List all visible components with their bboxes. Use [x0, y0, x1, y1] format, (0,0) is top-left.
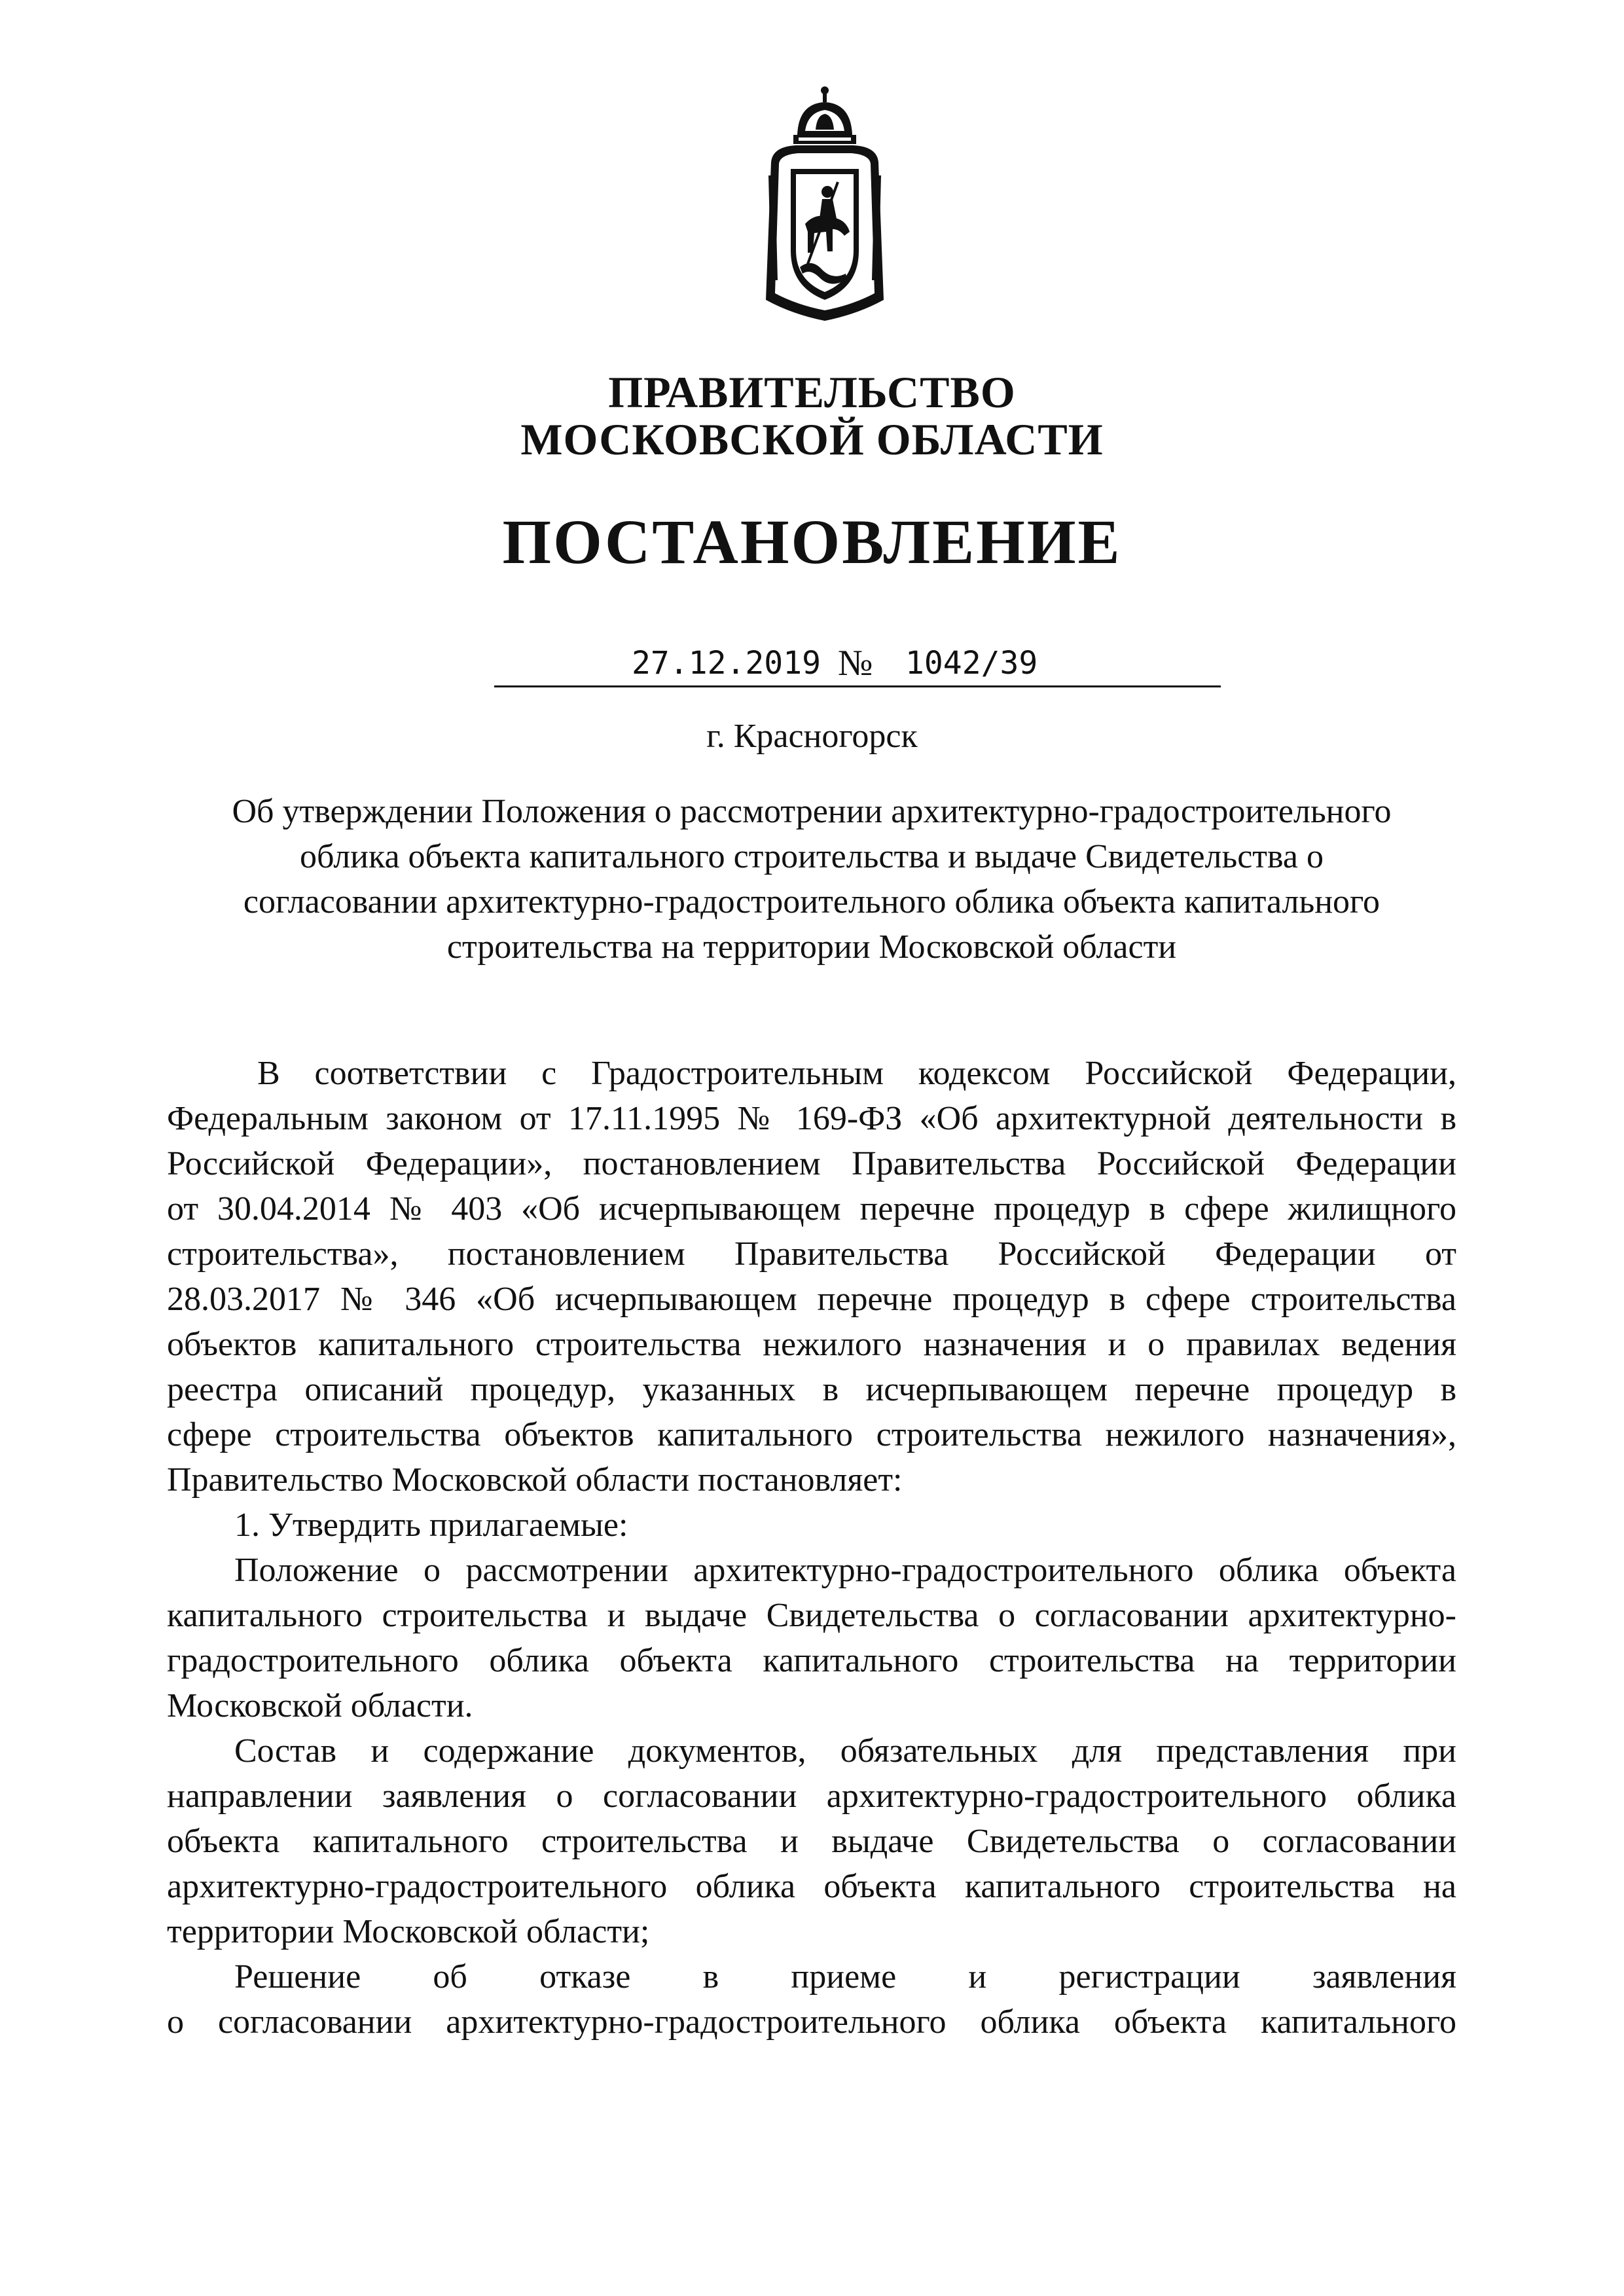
body-line: строительства», постановлением Правительства Российской Федерации от	[167, 1235, 1456, 1273]
body-line: Федеральным законом от 17.11.1995 № 169-ФЗ «Об архитектурной деятельности в	[167, 1100, 1456, 1137]
body-line: направлении заявления о согласовании архитектурно-градостроительного облика	[167, 1777, 1456, 1815]
body-line: 1. Утвердить прилагаемые:	[234, 1506, 628, 1544]
subject-line: Об утверждении Положения о рассмотрении архитектурно-градостроительного	[232, 793, 1392, 830]
body-line: градостроительного облика объекта капитального строительства на территории	[167, 1642, 1456, 1679]
document-subject	[167, 789, 1456, 970]
number-sign: №	[838, 643, 873, 683]
registration-line	[494, 645, 1221, 691]
body-line: В соответствии с Градостроительным кодексом Российской Федерации,	[257, 1055, 1456, 1092]
body-line: Московской области.	[167, 1687, 473, 1724]
subject-line: облика объекта капитального строительства и выдаче Свидетельства о	[300, 838, 1324, 875]
body-line: объекта капитального строительства и выдаче Свидетельства о согласовании	[167, 1823, 1456, 1860]
document-body	[167, 1051, 1456, 2045]
subject-line: согласовании архитектурно-градостроительного облика объекта капитального	[243, 883, 1380, 920]
document-city: г. Красногорск	[706, 718, 918, 755]
body-line: Российской Федерации», постановлением Правительства Российской Федерации	[167, 1145, 1456, 1182]
body-line: Положение о рассмотрении архитектурно-градостроительного облика объекта	[234, 1552, 1456, 1589]
moscow-oblast-coat-of-arms-icon	[759, 84, 890, 326]
body-line: объектов капитального строительства нежилого назначения и о правилах ведения	[167, 1326, 1456, 1363]
government-name-line1: ПРАВИТЕЛЬСТВО	[608, 367, 1016, 417]
body-line: архитектурно-градостроительного облика объекта капитального строительства на	[167, 1868, 1456, 1905]
body-line: сфере строительства объектов капитального строительства нежилого назначения»,	[167, 1416, 1456, 1453]
body-line: Состав и содержание документов, обязательных для представления при	[234, 1732, 1456, 1770]
body-line: 28.03.2017 № 346 «Об исчерпывающем перечне процедур в сфере строительства	[167, 1281, 1456, 1318]
document-number: 1042/39	[905, 645, 1038, 682]
body-line: реестра описаний процедур, указанных в исчерпывающем перечне процедур в	[167, 1371, 1456, 1408]
document-type-title: ПОСТАНОВЛЕНИЕ	[502, 507, 1122, 577]
registration-underline	[494, 685, 1221, 687]
government-name-line2: МОСКОВСКОЙ ОБЛАСТИ	[520, 414, 1104, 464]
body-line: территории Московской области;	[167, 1913, 650, 1950]
body-line: Правительство Московской области постановляет:	[167, 1461, 903, 1499]
subject-line: строительства на территории Московской области	[446, 928, 1177, 966]
document-date: 27.12.2019	[632, 645, 821, 682]
body-line: Решение об отказе в приеме и регистрации заявления	[234, 1958, 1456, 1995]
body-line: капитального строительства и выдаче Свидетельства о согласовании архитектурно-	[167, 1597, 1456, 1634]
body-line: о согласовании архитектурно-градостроительного облика объекта капитального	[167, 2003, 1456, 2041]
body-line: от 30.04.2014 № 403 «Об исчерпывающем перечне процедур в сфере жилищного	[167, 1190, 1456, 1228]
